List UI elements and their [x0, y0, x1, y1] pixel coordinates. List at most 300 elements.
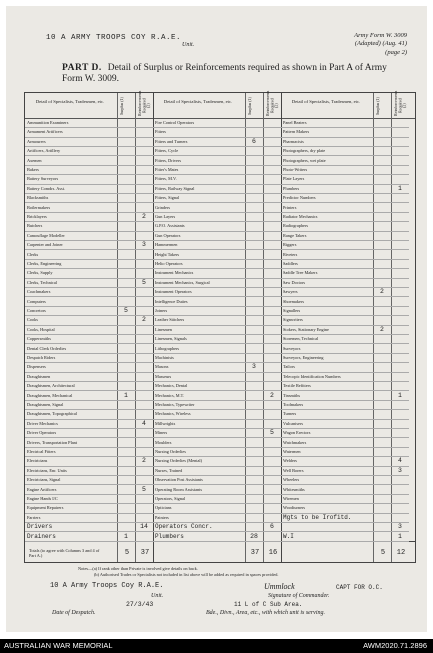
header-detail-label: Detail of Specialists, Tradesmen, etc.	[35, 99, 105, 104]
trade-name: Linesmen, Signals	[155, 336, 187, 342]
specialists-table	[24, 92, 416, 563]
table-row	[25, 307, 153, 316]
table-row	[153, 335, 281, 344]
table-row	[153, 523, 281, 532]
trade-name: Intelligence Duties	[155, 298, 188, 304]
required-value: 5	[142, 278, 146, 286]
trade-name: Clerks, Engineering	[27, 261, 62, 266]
header-detail-label: Detail of Specialists, Tradesmen, etc.	[163, 99, 233, 104]
trade-name: Concretors	[27, 308, 46, 313]
trade-name: Saddle Tree Makers	[283, 270, 318, 276]
table-row	[153, 241, 281, 250]
required-value: 5	[270, 429, 274, 437]
required-value: 2	[142, 213, 146, 220]
table-row	[25, 157, 153, 166]
table-row	[25, 373, 153, 382]
table-row	[153, 439, 281, 448]
table-row	[25, 232, 153, 241]
table-row	[281, 241, 409, 250]
table-row	[281, 429, 409, 438]
trade-name: Electricians, Enr. Units	[27, 467, 67, 473]
trade-name: Fitter's Mates	[155, 167, 179, 172]
required-value: 4	[398, 457, 402, 465]
trade-name: Shoemakers	[283, 298, 305, 304]
header-required-label: Reinforcements Required (2)	[393, 90, 407, 116]
surplus-value: 2	[380, 325, 384, 333]
table-row	[153, 128, 281, 137]
trade-name: Signallers	[283, 308, 301, 313]
table-row	[25, 166, 153, 175]
table-row	[25, 175, 153, 184]
table-row	[153, 382, 281, 391]
required-value: 5	[142, 485, 146, 493]
trade-name: Bricklayers	[27, 214, 47, 219]
table-row	[25, 420, 153, 429]
table-row	[25, 213, 153, 222]
table-row	[153, 138, 281, 147]
trade-name: Range Takers	[283, 232, 307, 238]
trade-name: Stokers, Stationary Engine	[283, 326, 329, 332]
table-row	[25, 382, 153, 391]
trade-name: Nurses, Trained	[155, 467, 183, 473]
trade-name: Masons	[155, 364, 169, 370]
table-row	[25, 486, 153, 495]
table-row	[153, 222, 281, 231]
table-row	[153, 251, 281, 260]
table-row	[153, 316, 281, 325]
trade-name: Photographers, wet plate	[283, 157, 326, 163]
trade-name: Painters	[155, 514, 169, 520]
trade-name: Operators, Signal	[155, 496, 186, 501]
trade-name: Fitters, Signal	[155, 195, 180, 201]
table-row	[281, 392, 409, 401]
trade-name: Coppersmiths	[27, 336, 51, 342]
table-row	[153, 279, 281, 288]
table-row	[281, 279, 409, 288]
table-row	[153, 363, 281, 372]
trade-name: Battery Comdrs. Asst.	[27, 185, 65, 191]
table-row	[281, 269, 409, 278]
required-value: 3	[398, 523, 402, 531]
trade-name: Mechanics, Dental	[155, 383, 188, 389]
date-label: Date of Despatch.	[52, 610, 96, 616]
trade-name: Nursing Orderlies (Mental)	[155, 458, 203, 464]
header-required-label: Reinforcements Required (2)	[265, 90, 279, 116]
trade-name: Moulders	[155, 439, 172, 445]
table-row	[153, 326, 281, 335]
trade-name: Linesmen	[155, 326, 172, 332]
table-row	[25, 269, 153, 278]
trade-name: Pharmacists	[283, 138, 304, 144]
table-row	[153, 157, 281, 166]
table-row	[25, 514, 153, 523]
table-row	[153, 147, 281, 156]
total-col2-surplus: 37	[250, 549, 260, 557]
bde-typed: 11 L of C Sub Area.	[234, 601, 303, 608]
total-col3-required: 12	[396, 549, 406, 557]
trade-name: Plate Layers	[283, 176, 305, 182]
header-detail-label: Detail of Specialists, Tradesmen, etc.	[291, 99, 361, 104]
table-row	[281, 486, 409, 495]
surplus-value: 3	[252, 363, 256, 371]
trade-name: Battery Surveyors	[27, 176, 59, 182]
trade-name: Fitters, Drivers	[155, 157, 182, 163]
table-row	[153, 467, 281, 476]
trade-name: Tinsmiths	[283, 392, 301, 398]
trade-name: Drainers	[27, 532, 56, 540]
required-value: 3	[398, 466, 402, 474]
table-row	[25, 476, 153, 485]
table-row	[25, 354, 153, 363]
trade-name: Carpenter and Joiner	[27, 242, 63, 248]
trade-name: Butchers	[27, 223, 43, 229]
trade-name: Vulcanisers	[283, 420, 304, 426]
trade-name: Toolmakers	[283, 402, 304, 407]
table-row	[153, 307, 281, 316]
table-row	[25, 251, 153, 260]
trade-name: Engine Hands I/C	[27, 496, 58, 501]
table-row	[153, 373, 281, 382]
table-row	[281, 476, 409, 485]
trade-name: Telecopic Identification Numbers	[283, 373, 341, 379]
table-row	[281, 504, 409, 513]
trade-name: Pattern Makers	[283, 129, 310, 135]
table-row	[153, 232, 281, 241]
trade-name: Well Borers	[283, 467, 304, 473]
part-title	[62, 63, 404, 85]
surplus-value: 1	[124, 391, 128, 399]
table-row	[281, 448, 409, 457]
table-row	[281, 260, 409, 269]
table-row	[281, 194, 409, 203]
trade-name: Surveyors	[283, 345, 301, 351]
table-row	[153, 476, 281, 485]
trade-name: Saw Doctors	[283, 279, 306, 285]
trade-name: Instrument Mechanics	[155, 270, 194, 276]
table-row	[281, 401, 409, 410]
trade-name: Fitters and Turners	[155, 138, 188, 144]
table-row	[281, 307, 409, 316]
trade-name: Miners	[155, 430, 168, 436]
signature: Ummlock	[264, 582, 295, 591]
table-row	[153, 457, 281, 466]
header-required-label: Reinforcements Required (2)	[137, 90, 151, 116]
required-value: 2	[270, 391, 274, 399]
table-row	[281, 345, 409, 354]
trade-name: Watchmakers	[283, 439, 307, 445]
trade-name: Woodturners	[283, 505, 306, 511]
table-row	[25, 288, 153, 297]
table-row	[25, 439, 153, 448]
required-value: 2	[142, 316, 146, 324]
note-b: (b) Authorised Trades or Specialists not included in list above will be added as required in spaces provided.	[94, 572, 279, 577]
trade-name: Electricians	[27, 458, 48, 464]
table-row	[153, 533, 281, 542]
trade-name: Computers	[27, 298, 46, 304]
table-row	[281, 232, 409, 241]
table-row	[25, 316, 153, 325]
table-row	[281, 533, 409, 542]
trade-name: Farriers	[27, 514, 41, 520]
trade-name: Camouflage Modeller	[27, 232, 65, 238]
table-row	[281, 298, 409, 307]
signature-capacity: CAPT FOR O.C.	[336, 584, 383, 591]
trade-name: Artificers, Artillery	[27, 148, 61, 154]
table-row	[281, 222, 409, 231]
trade-name: Plumbers	[155, 532, 184, 540]
required-value: 1	[398, 184, 402, 192]
unit-label: Unit.	[182, 42, 195, 48]
trade-name: Grinders	[155, 204, 171, 210]
form-page: (page 2)	[385, 48, 407, 56]
totals-row	[25, 541, 415, 564]
required-value: 1	[398, 532, 402, 540]
trade-name: Fitters, Cycle	[155, 148, 179, 154]
trade-name: Wagon Erectors	[283, 430, 311, 436]
header-surplus-label: Surplus (1)	[247, 97, 252, 115]
trade-name: Masseurs	[155, 373, 172, 379]
table-row	[153, 213, 281, 222]
table-row	[281, 363, 409, 372]
trade-name: Dental Clerk Orderlies	[27, 345, 67, 351]
trade-name: Instrument Mechanics, Surgical	[155, 279, 210, 285]
table-row	[153, 486, 281, 495]
table-row	[153, 175, 281, 184]
trade-name: Wheelers	[283, 477, 300, 483]
trade-name: Plumbers	[283, 185, 300, 191]
trade-name: Draughtsmen, Mechanical	[27, 392, 73, 398]
trade-name: Boilermakers	[27, 204, 51, 210]
table-row	[25, 410, 153, 419]
table-row	[25, 260, 153, 269]
table-row	[25, 504, 153, 513]
table-row	[25, 335, 153, 344]
table-row	[25, 138, 153, 147]
notes	[78, 566, 279, 578]
table-row	[153, 410, 281, 419]
trade-name: Panel Beaters	[283, 120, 307, 125]
header-surplus-label: Surplus (1)	[375, 97, 380, 115]
trade-name: Helio Operators	[155, 261, 183, 266]
table-row	[281, 251, 409, 260]
table-row	[153, 429, 281, 438]
despatch-date: 27/3/43	[126, 601, 154, 608]
trade-name: Axemen	[27, 157, 42, 163]
form-identifier	[354, 32, 407, 57]
header-surplus-label: Surplus (1)	[119, 97, 124, 115]
table-row	[281, 157, 409, 166]
table-row	[153, 392, 281, 401]
trade-name: Instrument Operators	[155, 289, 192, 295]
table-row	[281, 204, 409, 213]
table-row	[25, 401, 153, 410]
trade-name: Engine Artificers	[27, 486, 57, 492]
table-row	[153, 288, 281, 297]
unit-typed: 10 A ARMY TROOPS COY R.A.E.	[46, 34, 182, 42]
totals-label: Totals (to agree with Columns 3 and 4 of Part A.)	[29, 548, 100, 558]
table-row	[153, 345, 281, 354]
table-row	[281, 288, 409, 297]
total-col3-surplus: 5	[380, 549, 386, 557]
trade-name: Riveters	[283, 251, 298, 257]
table-row	[25, 326, 153, 335]
table-row	[153, 504, 281, 513]
table-row	[153, 495, 281, 504]
trade-name: Wiremen	[283, 496, 299, 501]
trade-name: Electricians, Signal	[27, 477, 61, 483]
trade-name: Radiator Mechanics	[283, 214, 318, 219]
caption-right: AWM2020.71.2896	[363, 641, 427, 650]
trade-name: Watermen	[283, 449, 301, 454]
bde-label: Bde., Divn., Area, etc., with which unit is serving.	[206, 610, 325, 616]
trade-name: Observation Post Assistants	[155, 477, 203, 483]
table-row	[281, 514, 409, 523]
table-row	[153, 514, 281, 523]
table-row	[281, 316, 409, 325]
trade-name: Bakers	[27, 167, 39, 172]
trade-name: Storemen, Technical	[283, 336, 319, 342]
trade-name: Armourers	[27, 138, 46, 144]
total-col1-required: 37	[140, 549, 150, 557]
form-adapted: (Adapted) (Aug. 41)	[354, 40, 407, 48]
form-title: Army Form W. 3009	[354, 32, 407, 39]
table-row	[25, 185, 153, 194]
footer-unit-typed: 10 A Army Troops Coy R.A.E.	[50, 582, 164, 590]
trade-name: Opticians	[155, 505, 172, 511]
surplus-value: 2	[380, 288, 384, 296]
form-sheet	[6, 6, 427, 632]
trade-name: Ammunition Examiners	[27, 120, 69, 125]
required-value: 1	[398, 391, 402, 399]
trade-name: Draughtsmen, Topographical	[27, 411, 77, 417]
table-row	[25, 495, 153, 504]
trade-name: Gun Operators	[155, 232, 181, 238]
trade-name: Operating Room Assistants	[155, 486, 203, 492]
trade-name: Predictor Numbers	[283, 195, 316, 201]
table-row	[153, 298, 281, 307]
table-row	[281, 213, 409, 222]
trade-name: Driver Mechanics	[27, 420, 58, 426]
surplus-value: 6	[252, 137, 256, 145]
table-row	[281, 439, 409, 448]
trade-name: Photographers, dry plate	[283, 148, 326, 154]
table-row	[25, 467, 153, 476]
table-row	[281, 495, 409, 504]
trade-name: Mgts to be Irofitd.	[283, 513, 352, 521]
table-row	[25, 392, 153, 401]
trade-name: Lithographers	[155, 345, 180, 351]
trade-name: Drivers	[27, 523, 53, 531]
trade-name: Turners	[283, 411, 297, 417]
part-text: Detail of Surplus or Reinforcements required as shown in Part A of Army Form W. 3009.	[62, 63, 387, 84]
trade-name: Draughtsmen	[27, 373, 51, 379]
table-row	[281, 410, 409, 419]
table-row	[25, 345, 153, 354]
footer-sig-label: Signature of Commander.	[268, 593, 330, 599]
table-row	[153, 401, 281, 410]
note-a: Notes—(a) If rank other than Private is involved give details on back.	[78, 566, 198, 571]
trade-name: Fitters	[155, 129, 166, 135]
trade-name: Mechanics, M.T.	[155, 392, 185, 398]
trade-name: Clerks, Technical	[27, 279, 57, 285]
trade-name: Clerks, Supply	[27, 270, 53, 276]
table-row	[281, 326, 409, 335]
trade-name: Textile Refitters	[283, 383, 311, 389]
trade-name: Printers	[283, 204, 297, 210]
trade-name: Clerks	[27, 251, 39, 257]
table-row	[281, 175, 409, 184]
trade-name: W.I	[283, 532, 294, 540]
trade-name: Joiners	[155, 308, 168, 313]
trade-name: Gun Layers	[155, 214, 176, 219]
trade-name: Driver Operators	[27, 430, 57, 436]
table-row	[281, 467, 409, 476]
table-row	[25, 194, 153, 203]
table-row	[281, 128, 409, 137]
trade-name: Equipment Repairers	[27, 505, 64, 511]
table-row	[25, 363, 153, 372]
part-label: PART D.	[62, 63, 102, 73]
trade-name: Mechanics, Typewriter	[155, 402, 195, 407]
table-row	[281, 420, 409, 429]
caption-left: AUSTRALIAN WAR MEMORIAL	[4, 641, 113, 650]
table-row	[25, 279, 153, 288]
table-row	[281, 166, 409, 175]
table-row	[25, 147, 153, 156]
trade-name: Machinists	[155, 355, 174, 360]
trade-name: Height Takers	[155, 251, 180, 257]
trade-name: Electrical Fitters	[27, 449, 56, 454]
trade-name: Cooks, Hospital	[27, 326, 55, 332]
trade-name: Radiographers	[283, 223, 309, 229]
table-row	[281, 147, 409, 156]
trade-name: Welders	[283, 458, 297, 464]
surplus-value: 28	[250, 532, 258, 540]
table-row	[281, 523, 409, 532]
trade-name: Hammermen	[155, 242, 178, 248]
trade-name: Fitters, Railway Signal	[155, 185, 195, 191]
total-col2-required: 16	[268, 549, 278, 557]
trade-name: Saddlers	[283, 261, 298, 266]
table-row	[281, 185, 409, 194]
table-row	[25, 128, 153, 137]
trade-name: Tailors	[283, 364, 295, 370]
table-row	[25, 429, 153, 438]
trade-name: Operators Concr.	[155, 523, 213, 531]
trade-name: Sawyers	[283, 289, 298, 295]
trade-name: Mechanics, Wireless	[155, 411, 191, 417]
surplus-value: 1	[124, 532, 128, 540]
table-row	[25, 523, 153, 532]
table-row	[25, 533, 153, 542]
trade-name: Surveyors, Engineering	[283, 355, 324, 360]
table-row	[281, 119, 409, 128]
table-row	[153, 420, 281, 429]
trade-name: Dispensers	[27, 364, 46, 370]
table-row	[153, 354, 281, 363]
required-value: 14	[140, 523, 148, 531]
table-row	[25, 241, 153, 250]
total-col1-surplus: 5	[124, 549, 130, 557]
required-value: 2	[142, 457, 146, 465]
required-value: 4	[142, 419, 146, 427]
table-header	[25, 90, 415, 119]
table-row	[25, 204, 153, 213]
table-row	[153, 260, 281, 269]
table-row	[153, 448, 281, 457]
trade-name: Cooks	[27, 317, 38, 323]
table-row	[281, 457, 409, 466]
